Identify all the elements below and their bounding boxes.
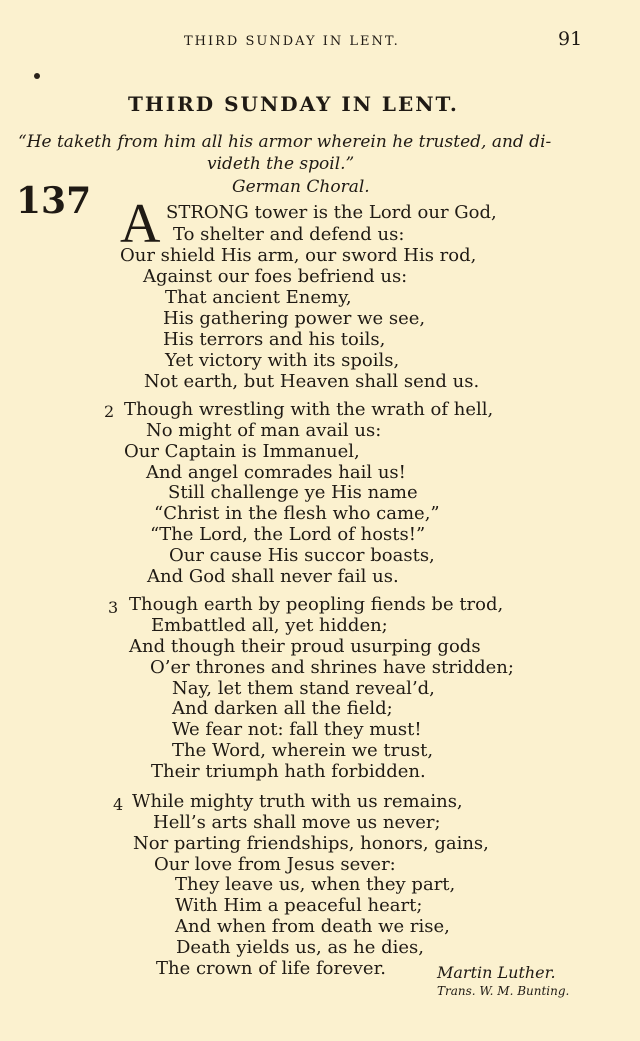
stanza-4-line-1: While mighty truth with us remains,	[132, 791, 463, 812]
stanza-2-line-6: “Christ in the flesh who came,”	[154, 503, 440, 524]
hymn-number: 137	[16, 180, 92, 222]
stanza-2-line-4: And angel comrades hail us!	[146, 462, 406, 483]
stanza-2-line-2: No might of man avail us:	[146, 420, 382, 441]
stanza-1-line-3: Our shield His arm, our sword His rod,	[120, 245, 477, 266]
stanza-2-line-5: Still challenge ye His name	[168, 482, 418, 503]
stanza-3-line-9: Their triumph hath forbidden.	[151, 761, 426, 782]
stanza-4-line-9: The crown of life forever.	[156, 958, 386, 979]
stanza-4-line-2: Hell’s arts shall move us never;	[153, 812, 441, 833]
stanza-1-line-8: Yet victory with its spoils,	[165, 350, 400, 371]
stanza-3-number: 3	[108, 598, 119, 617]
page-number: 91	[558, 28, 583, 50]
stanza-4-line-8: Death yields us, as he dies,	[176, 937, 425, 958]
stanza-2-line-8: Our cause His succor boasts,	[169, 545, 435, 566]
drop-cap: A	[120, 193, 161, 255]
stanza-3-line-4: O’er thrones and shrines have stridden;	[150, 657, 514, 678]
stanza-3-line-3: And though their proud usurping gods	[129, 636, 481, 657]
stanza-1-line-1: STRONG tower is the Lord our God,	[166, 202, 497, 223]
stanza-3-line-5: Nay, let them stand reveal’d,	[172, 678, 435, 699]
epigraph-line-2: videth the spoil.”	[207, 154, 355, 174]
stanza-2-line-3: Our Captain is Immanuel,	[124, 441, 360, 462]
stanza-2-line-9: And God shall never fail us.	[147, 566, 399, 587]
tune-name: German Choral.	[232, 177, 370, 197]
stanza-1-line-2: To shelter and defend us:	[173, 224, 405, 245]
translator-credit: Trans. W. M. Bunting.	[437, 984, 570, 998]
stanza-3-line-6: And darken all the field;	[172, 698, 393, 719]
stanza-4-line-6: With Him a peaceful heart;	[175, 895, 423, 916]
stanza-4-number: 4	[113, 795, 124, 814]
stanza-1-line-5: That ancient Enemy,	[165, 287, 352, 308]
author-credit: Martin Luther.	[437, 963, 556, 982]
stanza-3-line-2: Embattled all, yet hidden;	[151, 615, 388, 636]
stanza-2-number: 2	[104, 402, 115, 421]
stanza-4-line-5: They leave us, when they part,	[175, 874, 456, 895]
stanza-1-line-7: His terrors and his toils,	[163, 329, 386, 350]
stanza-1-line-9: Not earth, but Heaven shall send us.	[144, 371, 480, 392]
stanza-3-line-7: We fear not: fall they must!	[172, 719, 422, 740]
epigraph-line-1: “He taketh from him all his armor wherein he trusted, and di-	[18, 132, 552, 152]
stanza-4-line-7: And when from death we rise,	[175, 916, 450, 937]
stanza-1-line-6: His gathering power we see,	[163, 308, 426, 329]
printer-dot	[34, 73, 40, 79]
stanza-2-line-7: “The Lord, the Lord of hosts!”	[150, 524, 426, 545]
stanza-4-line-4: Our love from Jesus sever:	[154, 854, 396, 875]
stanza-2-line-1: Though wrestling with the wrath of hell,	[124, 399, 494, 420]
stanza-3-line-8: The Word, wherein we trust,	[172, 740, 434, 761]
stanza-1-line-4: Against our foes befriend us:	[143, 266, 408, 287]
running-head: THIRD SUNDAY IN LENT.	[184, 34, 400, 49]
stanza-3-line-1: Though earth by peopling fiends be trod,	[129, 594, 504, 615]
stanza-4-line-3: Nor parting friendships, honors, gains,	[133, 833, 489, 854]
section-title: THIRD SUNDAY IN LENT.	[128, 92, 459, 116]
